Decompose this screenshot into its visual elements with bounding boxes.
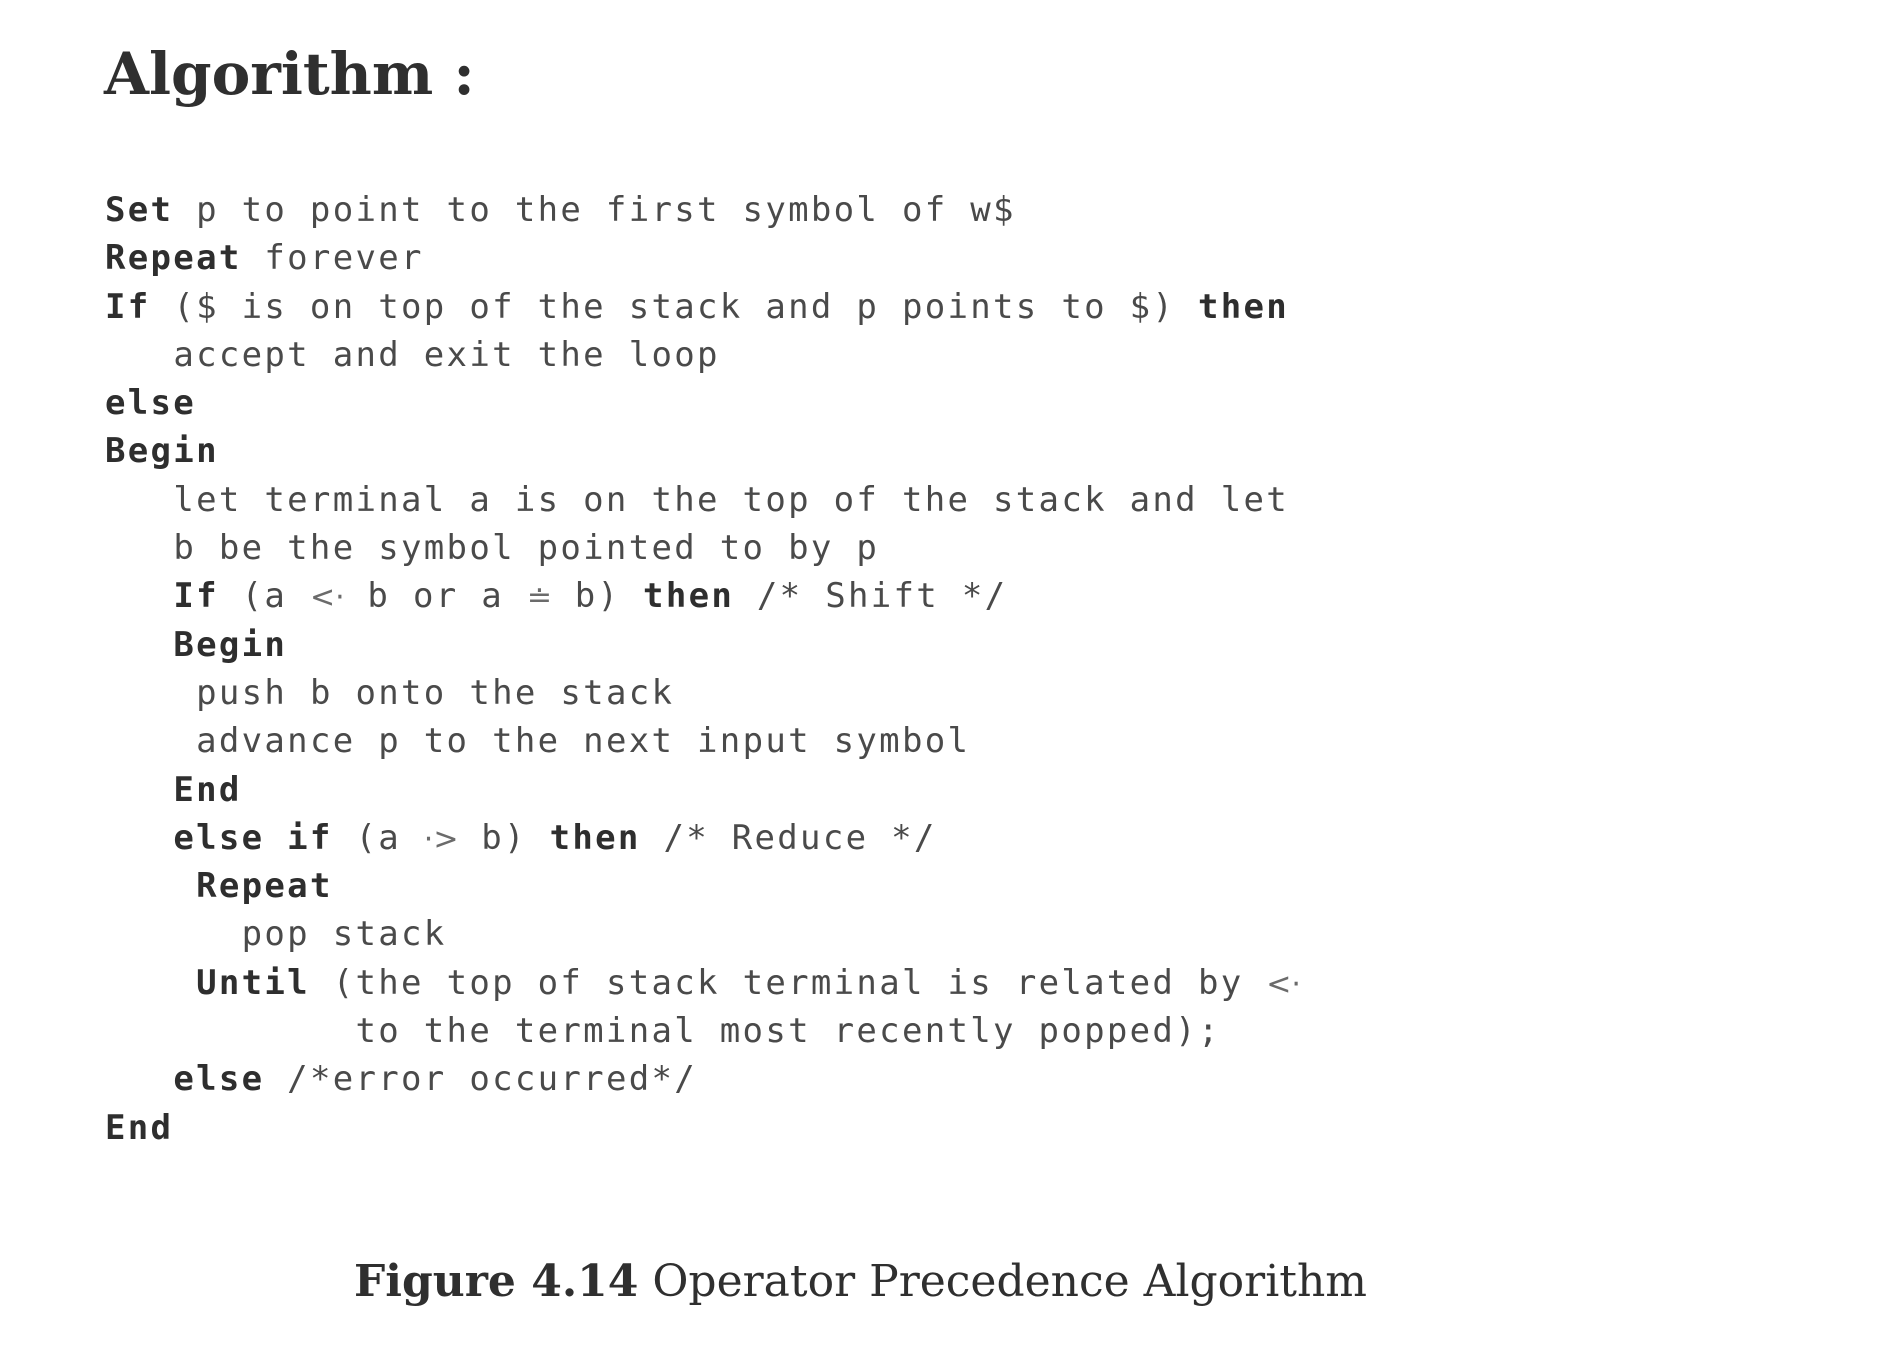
code-line-5 [105, 379, 1301, 427]
code-text: let terminal a is on the top of the stack and let [173, 479, 1290, 520]
keyword: If [105, 286, 151, 327]
code-line-2 [105, 234, 1301, 282]
code-line-8 [105, 524, 1301, 572]
code-text: b be the symbol pointed to by p [173, 528, 880, 569]
code-comment: /* Shift */ [734, 576, 1008, 617]
algorithm-code-block [105, 186, 1301, 1152]
code-text: push b onto the stack [196, 672, 675, 713]
takes-precedence-symbol: ·> [423, 821, 459, 857]
keyword: else [173, 1059, 265, 1100]
code-line-19 [105, 1055, 1301, 1103]
code-text: b or a [344, 576, 527, 617]
keyword: then [643, 576, 735, 617]
code-text: to the terminal most recently popped); [355, 1011, 1221, 1052]
code-line-20 [105, 1104, 1301, 1152]
figure-title: Operator Precedence Algorithm [638, 1256, 1368, 1307]
code-text: (a [332, 817, 424, 858]
code-text: b) [551, 576, 644, 617]
algorithm-heading: Algorithm : [104, 40, 475, 108]
keyword: Begin [173, 624, 288, 665]
keyword: else if [173, 817, 333, 858]
code-line-14 [105, 814, 1301, 862]
equal-precedence-symbol: ≐ [526, 580, 552, 616]
keyword: Repeat [196, 866, 333, 907]
code-comment: /* Reduce */ [640, 817, 937, 858]
code-line-13 [105, 766, 1301, 814]
yields-precedence-symbol: <· [309, 580, 345, 616]
keyword: then [1197, 286, 1290, 327]
keyword: End [173, 769, 242, 810]
code-text: ($ is on top of the stack and p points to $) [150, 286, 1198, 327]
code-text: pop stack [241, 914, 447, 955]
keyword: Set [105, 190, 174, 230]
figure-caption [354, 1252, 1367, 1312]
code-text: p to point to the first symbol of w$ [173, 190, 1016, 230]
code-line-18 [105, 1007, 1301, 1055]
keyword: Until [196, 962, 310, 1003]
keyword: else [105, 383, 197, 424]
code-text: accept and exit the loop [173, 334, 720, 375]
code-text: advance p to the next input symbol [196, 721, 971, 762]
code-line-6 [105, 427, 1301, 475]
code-line-10 [105, 621, 1301, 669]
code-text: forever [241, 238, 424, 279]
code-line-11 [105, 669, 1301, 717]
code-line-12 [105, 717, 1301, 765]
code-line-9 [105, 572, 1301, 620]
code-text: (the top of stack terminal is related by [309, 962, 1267, 1003]
keyword: then [549, 817, 641, 858]
code-line-17 [105, 959, 1301, 1007]
keyword: End [105, 1107, 174, 1148]
keyword: If [173, 576, 219, 617]
keyword: Begin [105, 431, 219, 472]
code-text: b) [458, 817, 550, 858]
code-comment: /*error occurred*/ [264, 1059, 698, 1100]
code-text: (a [218, 576, 310, 617]
code-line-15 [105, 862, 1301, 910]
keyword: Repeat [105, 238, 242, 279]
yields-precedence-symbol: <· [1266, 966, 1301, 1002]
figure-label: Figure 4.14 [354, 1256, 639, 1307]
code-line-3 [105, 283, 1301, 331]
code-line-1 [105, 186, 1301, 234]
code-line-4 [105, 331, 1301, 379]
code-line-16 [105, 910, 1301, 958]
code-line-7 [105, 476, 1301, 524]
